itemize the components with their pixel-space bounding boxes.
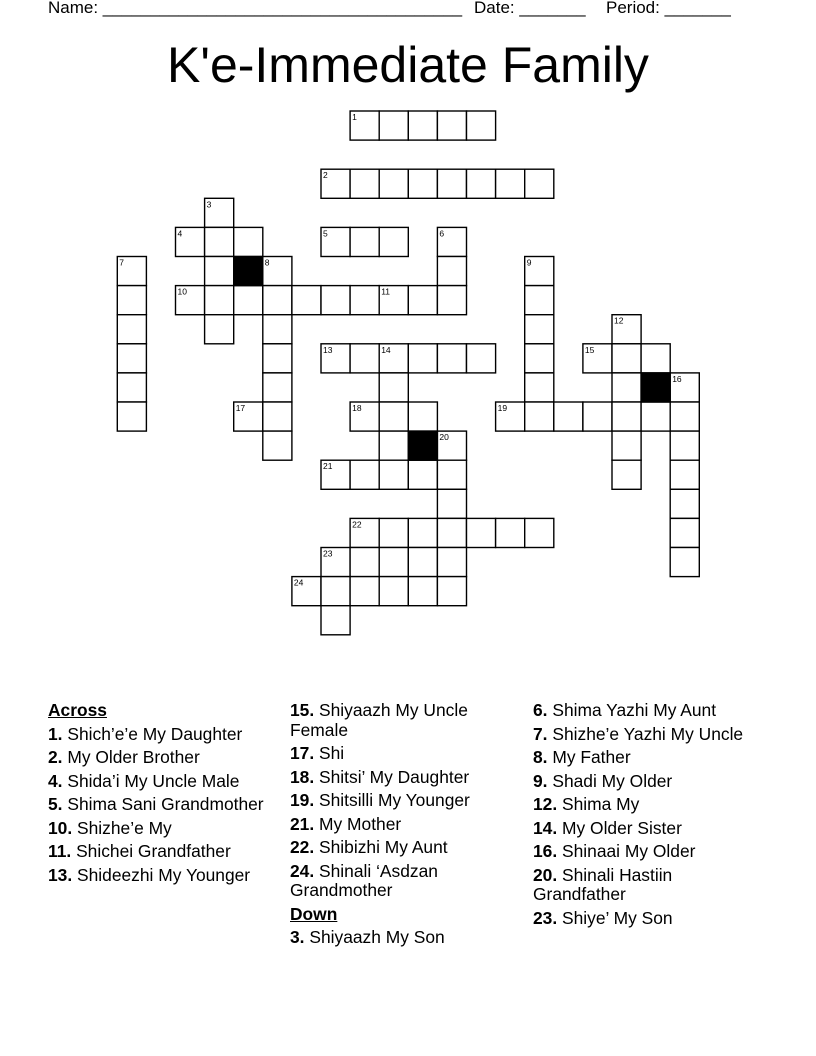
clue-number: 2 xyxy=(323,170,328,181)
clue-across-5: 5. Shima Sani Grandmother xyxy=(48,794,264,814)
grid-cell[interactable] xyxy=(379,577,408,606)
grid-cell[interactable] xyxy=(292,286,321,315)
grid-cell[interactable] xyxy=(350,577,379,606)
grid-cell[interactable] xyxy=(437,257,466,286)
grid-cell[interactable] xyxy=(525,344,554,373)
clue-number: 15 xyxy=(584,344,595,355)
grid-cell[interactable] xyxy=(612,460,641,489)
clue-number: 1 xyxy=(352,112,357,122)
grid-cell[interactable] xyxy=(496,518,525,547)
grid-cell[interactable] xyxy=(350,344,379,373)
grid-cell[interactable] xyxy=(467,344,496,373)
grid-cell[interactable] xyxy=(263,344,292,373)
clue-down-12: 12. Shima My xyxy=(533,794,640,814)
date-field[interactable]: Date: _______ xyxy=(474,0,586,17)
grid-cell[interactable] xyxy=(525,402,554,431)
grid-cell[interactable] xyxy=(350,548,379,577)
clue-number: 9 xyxy=(526,257,532,268)
clue-down-14: 14. My Older Sister xyxy=(533,817,682,838)
grid-cell[interactable] xyxy=(408,344,437,373)
grid-cell[interactable] xyxy=(321,286,350,315)
puzzle-title: K'e-Immediate Family xyxy=(167,37,649,93)
grid-cell[interactable] xyxy=(437,518,466,547)
clue-across-24: 24. Shinali ‘Asdzan Grandmother xyxy=(290,860,438,900)
grid-cell[interactable] xyxy=(670,402,699,431)
grid-cell[interactable] xyxy=(350,460,379,489)
grid-cell[interactable] xyxy=(263,286,292,315)
clue-down-23: 23. Shiye’ My Son xyxy=(533,907,673,928)
grid-cell[interactable] xyxy=(408,577,437,606)
clue-across-19: 19. Shitsilli My Younger xyxy=(290,790,470,810)
grid-cell[interactable] xyxy=(641,402,670,431)
grid-cell[interactable] xyxy=(437,548,466,577)
grid-cell[interactable] xyxy=(379,518,408,547)
clue-number: 21 xyxy=(323,461,333,472)
grid-cell[interactable] xyxy=(408,286,437,315)
grid-cell[interactable] xyxy=(525,169,554,198)
grid-cell[interactable] xyxy=(467,518,496,547)
clues-column-1 xyxy=(48,701,278,889)
down-heading: Down xyxy=(290,903,338,924)
grid-cell[interactable] xyxy=(117,402,146,431)
clues-column-3 xyxy=(533,701,763,932)
grid-cell[interactable] xyxy=(437,344,466,373)
grid-cell[interactable] xyxy=(525,315,554,344)
clue-down-20: 20. Shinali Hastiin Grandfather xyxy=(533,864,673,904)
grid-cell[interactable] xyxy=(205,257,234,286)
period-field[interactable]: Period: _______ xyxy=(606,0,731,17)
clue-number: 16 xyxy=(672,373,682,384)
grid-cell[interactable] xyxy=(117,373,146,402)
grid-cell[interactable] xyxy=(437,460,466,489)
grid-cell[interactable] xyxy=(408,111,437,140)
clue-down-8: 8. My Father xyxy=(533,747,631,767)
grid-cell[interactable] xyxy=(379,548,408,577)
blocked-cell xyxy=(641,373,670,402)
grid-cell[interactable] xyxy=(205,315,234,344)
grid-cell[interactable] xyxy=(379,111,408,140)
grid-cell[interactable] xyxy=(263,402,292,431)
grid-cell[interactable] xyxy=(670,548,699,577)
clue-number: 13 xyxy=(323,344,333,355)
clue-across-22: 22. Shibizhi My Aunt xyxy=(290,837,448,857)
clue-across-21: 21. My Mother xyxy=(290,813,402,834)
grid-cell[interactable] xyxy=(205,286,234,315)
grid-cell[interactable] xyxy=(437,286,466,315)
grid-cell[interactable] xyxy=(234,286,263,315)
grid-cell[interactable] xyxy=(583,402,612,431)
clue-down-6: 6. Shima Yazhi My Aunt xyxy=(533,700,717,720)
grid-cell[interactable] xyxy=(408,402,437,431)
clue-number: 5 xyxy=(323,228,328,239)
grid-cell[interactable] xyxy=(408,518,437,547)
grid-cell[interactable] xyxy=(612,431,641,460)
grid-cell[interactable] xyxy=(321,577,350,606)
grid-cell[interactable] xyxy=(117,344,146,373)
clue-down-3: 3. Shiyaazh My Son xyxy=(290,927,445,947)
grid-cell[interactable] xyxy=(379,227,408,256)
clue-across-1: 1. Shich’e’e My Daughter xyxy=(48,723,243,744)
grid-cell[interactable] xyxy=(263,315,292,344)
clue-across-11: 11. Shichei Grandfather xyxy=(48,841,231,861)
clue-number: 10 xyxy=(177,286,187,297)
grid-cell[interactable] xyxy=(379,460,408,489)
grid-cell[interactable] xyxy=(525,518,554,547)
grid-cell[interactable] xyxy=(670,518,699,547)
grid-cell[interactable] xyxy=(379,431,408,460)
grid-cell[interactable] xyxy=(554,402,583,431)
grid-cell[interactable] xyxy=(408,460,437,489)
clue-number: 4 xyxy=(177,228,183,239)
grid-cell[interactable] xyxy=(350,286,379,315)
grid-cell[interactable] xyxy=(263,373,292,402)
clue-number: 24 xyxy=(293,577,304,588)
grid-cell[interactable] xyxy=(117,315,146,344)
name-field[interactable]: Name: ______________________________________ xyxy=(48,0,463,17)
clue-number: 14 xyxy=(381,344,391,355)
grid-cell[interactable] xyxy=(670,489,699,518)
grid-cell[interactable] xyxy=(350,169,379,198)
clue-number: 22 xyxy=(352,519,362,530)
grid-cell[interactable] xyxy=(641,344,670,373)
grid-cell[interactable] xyxy=(670,431,699,460)
grid-cell[interactable] xyxy=(670,460,699,489)
clue-across-15: 15. Shiyaazh My Uncle Female xyxy=(290,700,468,740)
clue-number: 17 xyxy=(235,403,246,413)
clue-number: 18 xyxy=(352,403,362,413)
grid-cell[interactable] xyxy=(525,373,554,402)
clue-across-13: 13. Shideezhi My Younger xyxy=(48,864,251,885)
grid-cell[interactable] xyxy=(437,169,466,198)
grid-cell[interactable] xyxy=(379,373,408,402)
clue-down-16: 16. Shinaai My Older xyxy=(533,841,696,861)
grid-cell[interactable] xyxy=(379,169,408,198)
grid-cell[interactable] xyxy=(437,577,466,606)
clue-number: 19 xyxy=(497,403,508,413)
clue-across-4: 4. Shida’i My Uncle Male xyxy=(48,770,240,791)
grid-cell[interactable] xyxy=(408,169,437,198)
grid-cell[interactable] xyxy=(612,402,641,431)
grid-cell[interactable] xyxy=(234,227,263,256)
clue-number: 6 xyxy=(439,228,445,239)
grid-cell[interactable] xyxy=(496,169,525,198)
clue-number: 3 xyxy=(206,199,212,210)
clue-across-17: 17. Shi xyxy=(290,743,345,763)
grid-cell[interactable] xyxy=(612,344,641,373)
grid-cell[interactable] xyxy=(525,286,554,315)
across-heading: Across xyxy=(48,700,107,720)
grid-cell[interactable] xyxy=(379,402,408,431)
clues-column-2 xyxy=(290,701,520,952)
grid-cell[interactable] xyxy=(437,111,466,140)
grid-cell[interactable] xyxy=(350,227,379,256)
grid-cell[interactable] xyxy=(612,373,641,402)
clue-down-7: 7. Shizhe’e Yazhi My Uncle xyxy=(533,723,744,744)
clue-number: 7 xyxy=(119,257,125,268)
clue-number: 20 xyxy=(439,432,449,443)
grid-cell[interactable] xyxy=(467,169,496,198)
clue-number: 23 xyxy=(323,548,333,559)
grid-cell[interactable] xyxy=(263,431,292,460)
grid-cell[interactable] xyxy=(467,111,496,140)
grid-cell[interactable] xyxy=(321,606,350,635)
blocked-cell xyxy=(234,257,263,286)
clue-number: 8 xyxy=(264,257,270,268)
clue-across-18: 18. Shitsi’ My Daughter xyxy=(290,766,470,787)
clue-across-10: 10. Shizhe’e My xyxy=(48,817,172,838)
grid-cell[interactable] xyxy=(408,548,437,577)
blocked-cell xyxy=(408,431,437,460)
grid-cell[interactable] xyxy=(437,489,466,518)
clue-across-2: 2. My Older Brother xyxy=(48,747,200,767)
clue-down-9: 9. Shadi My Older xyxy=(533,770,673,791)
clue-number: 12 xyxy=(614,315,624,326)
grid-cell[interactable] xyxy=(205,227,234,256)
clue-number: 11 xyxy=(381,286,391,297)
grid-cell[interactable] xyxy=(117,286,146,315)
